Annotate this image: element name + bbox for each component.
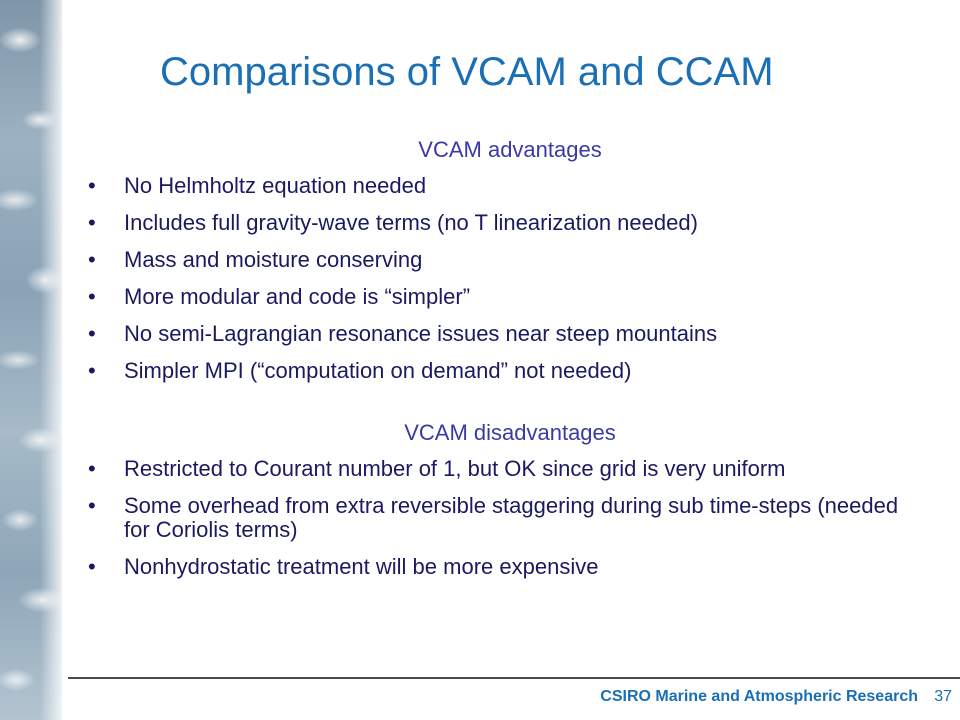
- list-item: • More modular and code is “simpler”: [88, 284, 471, 309]
- page-number: 37: [934, 688, 952, 705]
- list-item: • Mass and moisture conserving: [88, 247, 423, 272]
- bullet-icon: •: [88, 321, 96, 346]
- bullet-icon: •: [88, 358, 96, 383]
- bullet-icon: •: [88, 173, 96, 198]
- advantages-list: [86, 174, 906, 396]
- disadvantages-heading: VCAM disadvantages: [404, 420, 616, 445]
- bullet-icon: •: [88, 247, 96, 272]
- list-item: • Restricted to Courant number of 1, but OK since grid is very uniform: [88, 456, 786, 481]
- footer-organization: CSIRO Marine and Atmospheric Research: [600, 688, 918, 705]
- list-item: • No Helmholtz equation needed: [88, 173, 427, 198]
- list-item: • Simpler MPI (“computation on demand” not needed): [88, 358, 632, 383]
- list-item: • Some overhead from extra reversible staggering during sub time-steps (needed for Coriolis terms): [88, 493, 899, 542]
- list-item: • Includes full gravity-wave terms (no T linearization needed): [88, 210, 698, 235]
- bullet-icon: •: [88, 210, 96, 235]
- list-item: • No semi-Lagrangian resonance issues near steep mountains: [88, 321, 718, 346]
- bullet-icon: •: [88, 554, 96, 579]
- bullet-icon: •: [88, 456, 96, 481]
- cloud-fade-edge: [40, 0, 64, 720]
- footer-divider: [68, 677, 960, 679]
- list-item: • Nonhydrostatic treatment will be more expensive: [88, 554, 599, 579]
- bullet-icon: •: [88, 284, 96, 309]
- advantages-heading: VCAM advantages: [418, 137, 602, 162]
- disadvantages-list: [86, 457, 906, 592]
- slide-title: Comparisons of VCAM and CCAM: [160, 50, 774, 94]
- bullet-icon: •: [88, 493, 96, 518]
